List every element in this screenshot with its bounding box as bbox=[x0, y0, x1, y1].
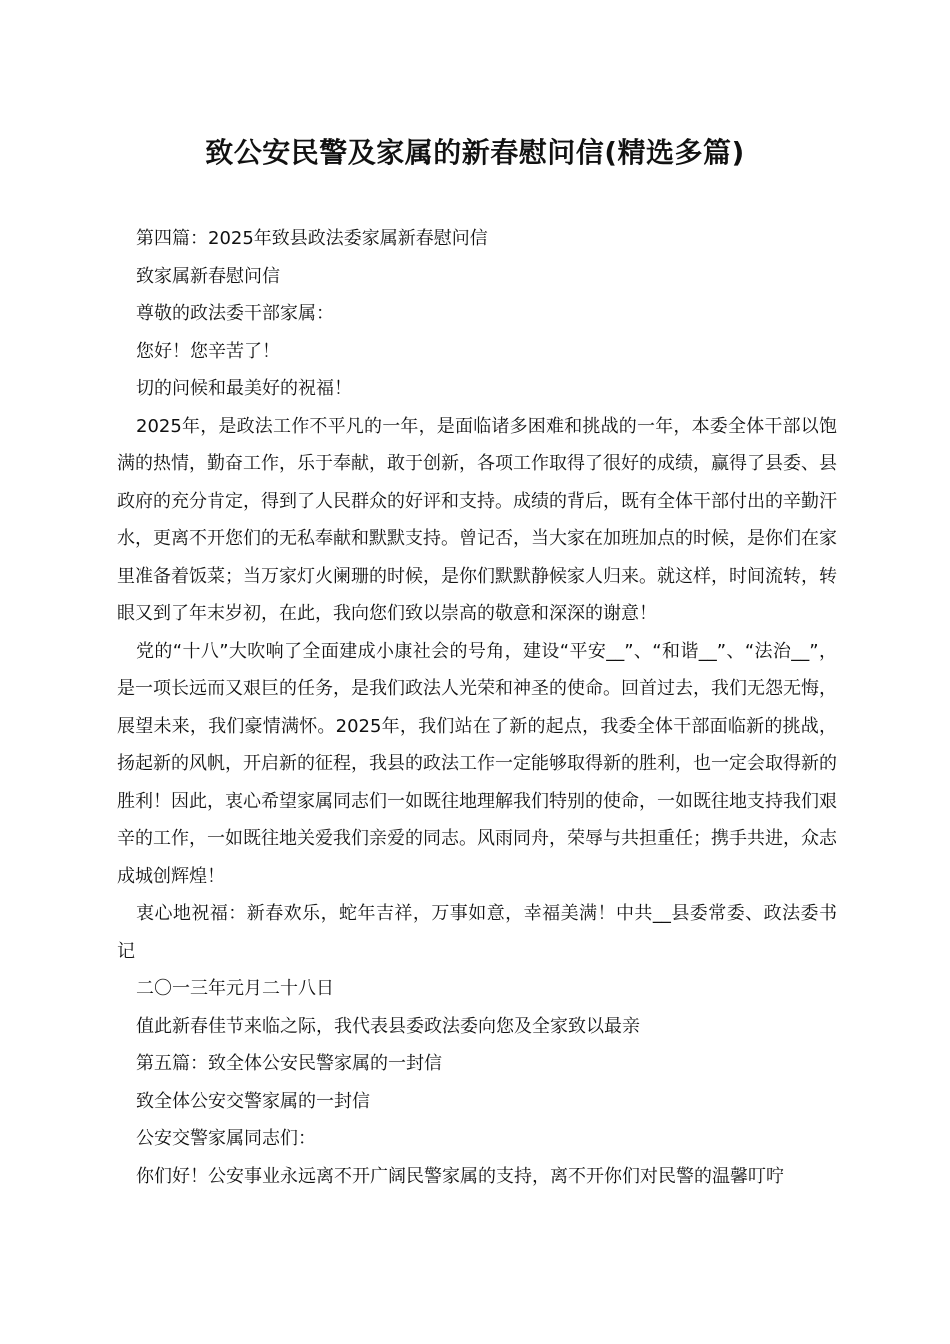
paragraph-opening-2: 你们好！公安事业永远离不开广阔民警家属的支持，离不开你们对民警的温馨叮咛 bbox=[136, 1165, 784, 1187]
paragraph-closing-blessing: 衷心地祝福：新春欢乐，蛇年吉祥，万事如意，幸福美满！中共__县委常委、政法委书记 bbox=[117, 903, 837, 962]
paragraph-body-1: 2025年，是政法工作不平凡的一年，是面临诸多困难和挑战的一年，本委全体干部以饱满的热情，勤奋工作，乐于奉献，敢于创新，各项工作取得了很好的成绩，赢得了县委、县政府的充分肯定，得到了人民群众的好评和支持。成绩的背后，既有全体干部付出的辛勤汗水，更离不开您们的无私奉献和默默支持。曾记否，当大家在加班加点的时候，是你们在家里准备着饭菜；当万家灯火阑珊的时候，是你们默默静候家人归来。就这样，时间流转，转眼又到了年末岁初，在此，我向您们致以崇高的敬意和深深的谢意！ bbox=[117, 415, 837, 624]
paragraph-body-2: 党的“十八”大吹响了全面建成小康社会的号角，建设“平安__”、“和谐__”、“法治__”，是一项长远而又艰巨的任务，是我们政法人光荣和神圣的使命。回首过去，我们无怨无悔，展望未来，我们豪情满怀。2025年，我们站在了新的起点，我委全体干部面临新的挑战，扬起新的风帆，开启新的征程，我县的政法工作一定能够取得新的胜利，也一定会取得新的胜利！因此，衷心希望家属同志们一如既往地理解我们特别的使命，一如既往地支持我们艰辛的工作，一如既往地关爱我们亲爱的同志。风雨同舟，荣辱与共担重任；携手共进，众志成城创辉煌！ bbox=[117, 640, 837, 887]
paragraph-salutation-2: 公安交警家属同志们： bbox=[136, 1128, 316, 1149]
paragraph-holiday-greeting: 值此新春佳节来临之际，我代表县委政法委向您及全家致以最亲 bbox=[136, 1015, 640, 1037]
document-body bbox=[117, 220, 837, 1195]
paragraph-section-4-heading: 第四篇：2025年致县政法委家属新春慰问信 bbox=[136, 228, 488, 249]
paragraph-letter-title: 致家属新春慰问信 bbox=[136, 265, 280, 287]
paragraph-section-5-heading: 第五篇：致全体公安民警家属的一封信 bbox=[136, 1053, 442, 1074]
paragraph-date: 二〇一三年元月二十八日 bbox=[136, 978, 334, 999]
paragraph-salutation: 尊敬的政法委干部家属： bbox=[136, 303, 334, 324]
paragraph-wishes: 切的问候和最美好的祝福！ bbox=[136, 378, 352, 399]
paragraph-greeting: 您好！您辛苦了！ bbox=[136, 340, 280, 362]
paragraph-letter-title-2: 致全体公安交警家属的一封信 bbox=[136, 1090, 370, 1112]
document-title: 致公安民警及家属的新春慰问信(精选多篇) bbox=[205, 136, 745, 169]
